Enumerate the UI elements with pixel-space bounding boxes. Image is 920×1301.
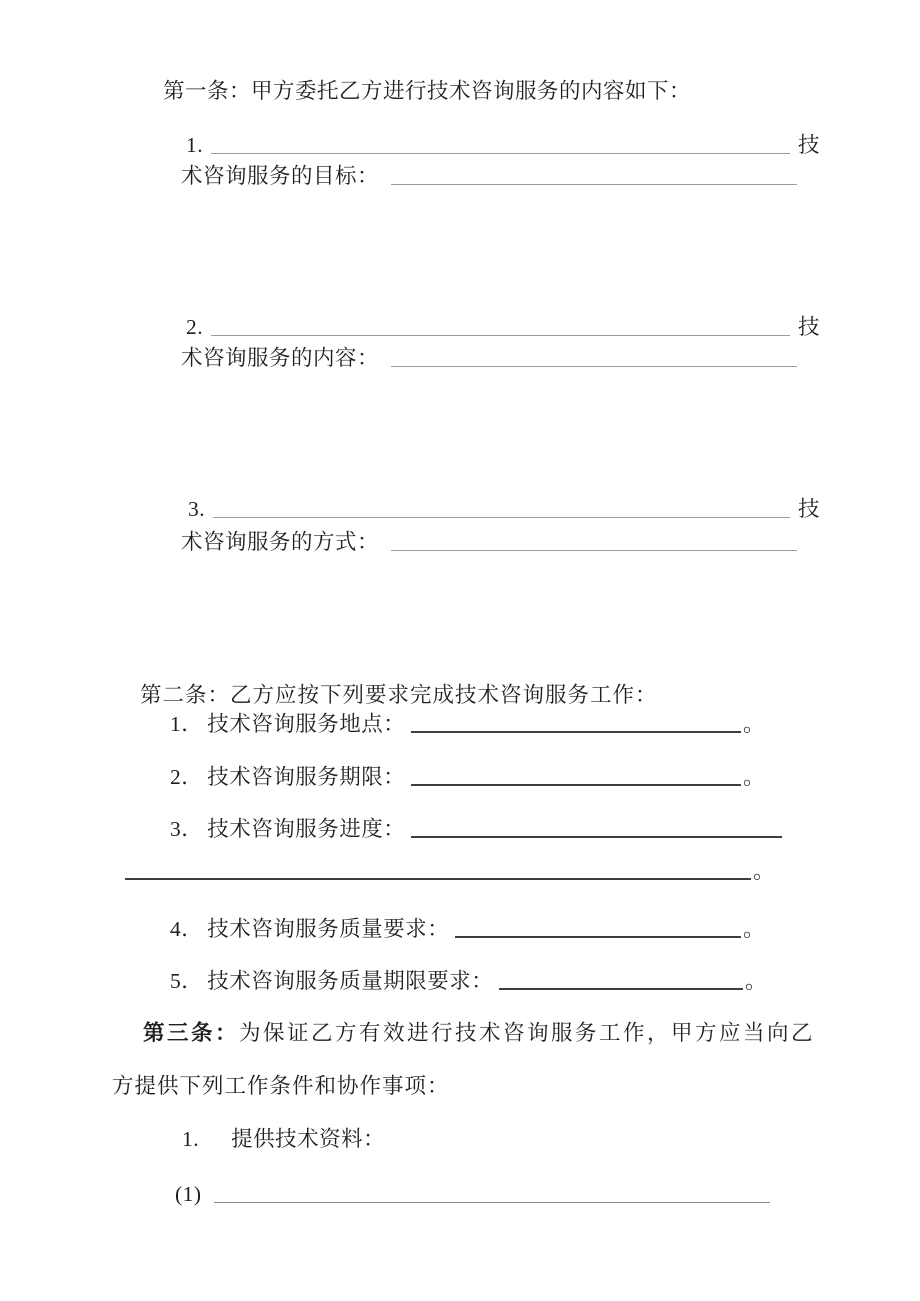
blank-field-article1-item3-method[interactable] (391, 550, 797, 551)
blank-field-article2-progress-continued[interactable] (125, 878, 751, 880)
article2-heading: 第二条：乙方应按下列要求完成技术咨询服务工作： (140, 683, 658, 707)
article3-heading-line2: 方提供下列工作条件和协作事项： (112, 1074, 450, 1098)
article2-item2-period: 。 (742, 765, 765, 789)
article2-item5-number: 5． (170, 969, 204, 993)
article2-item3-line (170, 814, 782, 844)
article3-item1-number: 1. (182, 1127, 200, 1151)
article1-item2-wrap-line (181, 343, 797, 373)
article2-continuation-period: 。 (752, 859, 775, 883)
article1-item3-suffix: 技 (797, 497, 820, 521)
article2-item4-period: 。 (742, 917, 765, 941)
article2-item4-line (170, 914, 765, 944)
article2-item4-label: 技术咨询服务质量要求： (207, 917, 450, 941)
article2-item5-label: 技术咨询服务质量期限要求： (207, 969, 494, 993)
article3-item1-line (182, 1124, 385, 1154)
blank-field-article2-term[interactable] (411, 784, 741, 786)
article1-item3-wrap-label: 术咨询服务的方式： (181, 530, 380, 554)
article1-item1-suffix: 技 (797, 133, 820, 157)
article1-item2-suffix: 技 (797, 315, 820, 339)
article2-item1-number: 1． (170, 712, 204, 736)
article2-item3-label: 技术咨询服务进度： (207, 817, 406, 841)
blank-field-article1-item1-goal[interactable] (391, 184, 797, 185)
blank-field-article1-item2[interactable] (211, 335, 790, 336)
article1-heading: 第一条：甲方委托乙方进行技术咨询服务的内容如下： (163, 79, 692, 103)
article2-item3-number: 3． (170, 817, 204, 841)
article3-heading-lead: 第三条： (143, 1021, 240, 1045)
article1-item2-wrap-label: 术咨询服务的内容： (181, 346, 380, 370)
article2-item2-line (170, 762, 765, 792)
article2-item2-label: 技术咨询服务期限： (207, 765, 406, 789)
article2-item5-period: 。 (744, 969, 767, 993)
article1-item3-number: 3. (188, 497, 206, 521)
blank-field-article2-progress[interactable] (411, 836, 782, 838)
blank-field-article2-location[interactable] (411, 731, 741, 733)
article1-item2-line (186, 312, 820, 342)
article1-item1-number: 1. (186, 133, 204, 157)
article2-item2-number: 2． (170, 765, 204, 789)
article1-item3-wrap-line (181, 527, 797, 557)
article2-item5-line (170, 966, 767, 996)
blank-field-article1-item2-content[interactable] (391, 366, 797, 367)
article3-heading-line (143, 1018, 815, 1048)
article1-item2-number: 2. (186, 315, 204, 339)
article1-item1-wrap-line (181, 161, 797, 191)
article2-item4-number: 4． (170, 917, 204, 941)
blank-field-article1-item1[interactable] (211, 153, 790, 154)
article1-item1-line (186, 130, 820, 160)
blank-field-article3-subitem1[interactable] (214, 1202, 770, 1203)
article2-item1-line (170, 709, 765, 739)
blank-field-article1-item3[interactable] (213, 517, 790, 518)
article3-item1-label: 提供技术资料： (231, 1127, 386, 1151)
article3-subitem1-number: (1) (175, 1182, 202, 1206)
article3-heading-rest: 为保证乙方有效进行技术咨询服务工作，甲方应当向乙 (239, 1021, 816, 1045)
article3-subitem1-line (175, 1179, 770, 1209)
article1-item3-line (188, 494, 820, 524)
article2-item3-continuation-line (125, 856, 775, 886)
article2-item1-period: 。 (742, 712, 765, 736)
blank-field-article2-quality-term[interactable] (499, 988, 743, 990)
blank-field-article2-quality[interactable] (455, 936, 741, 938)
article1-item1-wrap-label: 术咨询服务的目标： (181, 164, 380, 188)
article2-item1-label: 技术咨询服务地点： (207, 712, 406, 736)
